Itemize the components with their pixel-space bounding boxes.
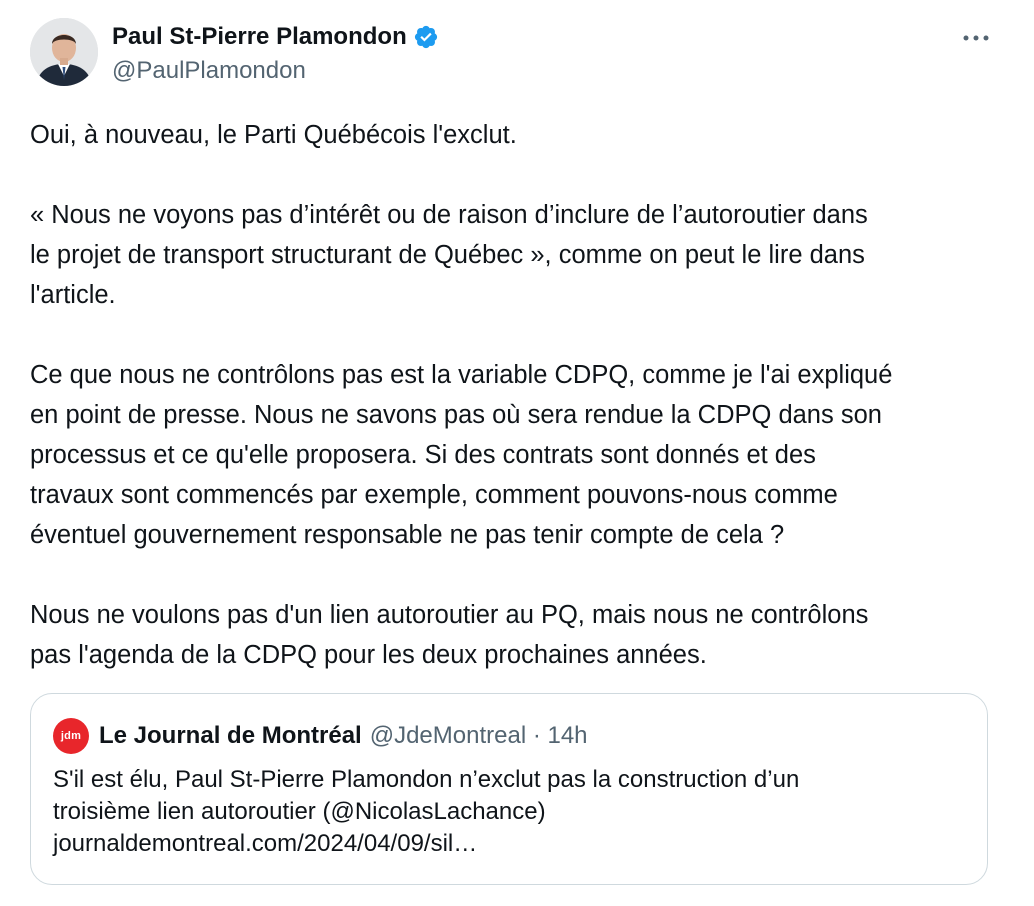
profile-photo-avatar-icon <box>30 18 98 86</box>
quoted-link[interactable]: journaldemontreal.com/2024/04/09/sil… <box>53 830 478 857</box>
tweet-paragraph: Nous ne voulons pas d'un lien autoroutier au PQ, mais nous ne contrôlons pas l'agenda de la CDPQ pour les deux prochaines années. <box>30 601 869 669</box>
author-handle[interactable]: @PaulPlamondon <box>112 57 306 84</box>
quoted-tweet-header <box>53 718 588 754</box>
quoted-tweet-text <box>53 764 963 860</box>
tweet-text <box>30 115 1010 675</box>
quoted-text-line: troisième lien autoroutier (@NicolasLachance) <box>53 798 546 825</box>
tweet-paragraph: « Nous ne voyons pas d’intérêt ou de raison d’inclure de l’autoroutier dans le projet de transport structurant de Québec », comme on peut le lire dans l'article. <box>30 201 868 309</box>
quoted-tweet-card[interactable] <box>30 693 988 885</box>
quoted-author-name[interactable]: Le Journal de Montréal <box>99 722 362 749</box>
jdm-logo-icon[interactable]: jdm <box>53 718 89 754</box>
verified-badge-icon[interactable] <box>413 24 439 50</box>
tweet-paragraph: Ce que nous ne contrôlons pas est la variable CDPQ, comme je l'ai expliqué en point de presse. Nous ne savons pas où sera rendue la CDPQ dans son processus et ce qu'elle proposera. Si des contrats sont donnés et des travaux sont commencés par exemple, comment pouvons-nous comme éventuel gouvernement responsable ne pas tenir compte de cela ? <box>30 361 893 549</box>
quoted-text-line: S'il est élu, Paul St-Pierre Plamondon n’exclut pas la construction d’un <box>53 766 800 793</box>
author-name[interactable] <box>112 22 439 52</box>
author-name-text: Paul St-Pierre Plamondon <box>112 23 407 50</box>
tweet-paragraph: Oui, à nouveau, le Parti Québécois l'exclut. <box>30 121 517 149</box>
more-options-button[interactable] <box>954 24 998 52</box>
author-avatar[interactable] <box>30 18 98 86</box>
quoted-author-handle-time[interactable]: @JdeMontreal · 14h <box>369 722 588 749</box>
more-dots-icon <box>962 34 990 42</box>
